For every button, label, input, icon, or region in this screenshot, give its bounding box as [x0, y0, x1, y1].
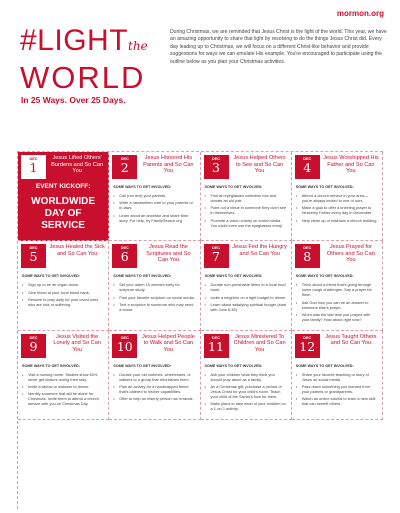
logo-the: the [128, 39, 148, 53]
suggestion-list [113, 282, 195, 314]
event-kickoff-label: EVENT KICKOFF: [35, 183, 91, 190]
day-title: Jesus Helped People to Walk and So Can You [141, 333, 195, 353]
calendar-cell-day-3 [201, 152, 292, 241]
ways-heading: SOME WAYS TO GET INVOLVED: [22, 274, 80, 279]
suggestion-item: • Invite a neighbor on a tight budget to dinner. [205, 295, 287, 300]
suggestion-list [113, 372, 195, 404]
suggestion-item: • Donate non-perishable items to a local food bank. [205, 282, 287, 292]
suggestion-list [205, 372, 287, 414]
logo-world: WORLD [20, 60, 146, 95]
day-title: Jesus Taught Others and So Can You [325, 333, 377, 347]
suggestion-list [296, 193, 378, 225]
suggestion-item: • Think about a friend that's going through some rough challenges. Say a prayer for them. [296, 282, 378, 297]
ways-heading: SOME WAYS TO GET INVOLVED: [295, 363, 354, 368]
calendar-cell-day-6 [109, 241, 200, 330]
suggestion-item: • Give blood at your local blood bank. [22, 290, 104, 295]
date-month: DEC [29, 335, 38, 340]
date-badge [112, 155, 137, 179]
suggestion-list [205, 282, 287, 314]
suggestion-item: • Find an eyeglasses collection box and donate an old pair. [205, 193, 287, 203]
calendar-cell-day-12 [292, 331, 383, 420]
day-title: Jesus Honored His Parents and So Can You [143, 155, 194, 175]
ways-heading: SOME WAYS TO GET INVOLVED: [295, 185, 354, 189]
suggestion-item: • Pass down something you learned from your parents or grandparents. [296, 384, 378, 394]
date-day: 4 [303, 160, 312, 175]
date-badge [204, 244, 229, 268]
suggestion-list [296, 282, 378, 324]
date-day: 10 [116, 338, 133, 354]
suggestion-item: • Offer to help an elderly person run errands. [113, 396, 195, 401]
suggestion-item: • Donate your old crutches, wheelchairs, or walkers to a group that refurbishes them. [113, 372, 195, 382]
day-title: Jesus Ministered To Children and So Can You [233, 333, 286, 353]
date-day: 8 [303, 249, 312, 265]
suggestion-item: • Ask God how you can be an answer to someone else's prayer. [296, 300, 378, 310]
date-month: DEC [303, 246, 312, 251]
ways-heading: SOME WAYS TO GET INVOLVED: [113, 185, 172, 189]
day-title: Jesus Worshipped His Father and So Can You [323, 155, 379, 175]
ways-heading: SOME WAYS TO GET INVOLVED: [204, 274, 263, 279]
calendar-cell-day-8 [292, 241, 383, 330]
calendar-cell-day-4 [292, 152, 383, 241]
suggestion-item: • Share your favorite teaching or story of Jesus on social media. [296, 372, 378, 382]
suggestion-item: • Help clean up or maintain a church building. [296, 218, 378, 223]
date-badge [21, 334, 46, 358]
calendar-cell-day-5 [18, 241, 109, 330]
suggestion-list [296, 372, 378, 409]
intro-paragraph: During Christmas, we are reminded that Jesus Christ is the light of the world. This year, we have an amazing opportunity to share that light by resolving to do the things Jesus Christ did. Every day leading up to Christmas, we will focus on a different Christ-like behavior and provide suggestions for ways we can emulate His example. You're encouraged to participate using the outline below as you plan your Christmas activities. [170, 29, 387, 65]
suggestion-item: • Post your favorite scripture on social media. [113, 295, 195, 300]
suggestion-item: • Invite a widow or widower to dinner. [22, 384, 104, 389]
ways-heading: SOME WAYS TO GET INVOLVED: [22, 363, 80, 368]
date-badge [112, 244, 137, 268]
suggestion-list [205, 193, 287, 230]
calendar-cell-day-2 [109, 152, 200, 241]
date-month: DEC [303, 157, 312, 161]
ways-heading: SOME WAYS TO GET INVOLVED: [204, 363, 263, 368]
suggestion-item: • Visit a nursing home. Studies show 60% never get visitors during their stay. [22, 372, 104, 382]
date-day: 3 [212, 160, 220, 175]
date-month: DEC [303, 335, 312, 340]
calendar-cell-day-10 [109, 331, 200, 420]
suggestion-item: • Text a scripture to someone who may need a boost. [113, 302, 195, 312]
ways-heading: SOME WAYS TO GET INVOLVED: [204, 185, 263, 189]
date-day: 6 [120, 249, 129, 265]
page-subtitle: In 25 Ways. Over 25 Days. [21, 95, 126, 105]
date-month: DEC [211, 157, 221, 161]
suggestion-item: • Watch an online tutorial to learn a new skill that can benefit others. [296, 396, 378, 406]
suggestion-item: • Sign up to be an organ donor. [22, 282, 104, 287]
ways-heading: SOME WAYS TO GET INVOLVED: [113, 274, 172, 279]
date-badge [204, 334, 229, 358]
suggestion-item: • Write a handwritten note to your parents or in-laws. [113, 200, 195, 210]
date-badge [295, 244, 320, 268]
date-month: DEC [120, 335, 129, 340]
date-badge [295, 334, 320, 358]
date-badge [112, 334, 137, 358]
suggestion-item: • Promote a vision charity on social media. You could even use the eyeglasses emoji. [205, 218, 287, 228]
date-day: 9 [29, 338, 38, 354]
date-day: 12 [299, 338, 316, 354]
day-title: Jesus Read the Scriptures and So Can You [146, 244, 191, 264]
event-name: WORLDWIDE DAY OF SERVICE [31, 196, 96, 231]
day-title: Jesus Fed the Hungry and So Can You [232, 244, 287, 257]
suggestion-item: • Point out a virtue in someone they don't see in themselves. [205, 205, 287, 215]
date-day: 5 [29, 249, 38, 265]
day-title: Jesus Visited the Lonely and So Can You [53, 333, 101, 353]
suggestion-list [22, 282, 104, 309]
date-month: DEC [211, 246, 221, 251]
ways-heading: SOME WAYS TO GET INVOLVED: [113, 363, 172, 368]
date-day: 1 [29, 160, 38, 175]
ways-heading: SOME WAYS TO GET INVOLVED: [295, 274, 354, 279]
suggestion-item: • Learn about an ancestor and share their story. For help, try FamilySearch.org. [113, 213, 195, 223]
date-badge [21, 244, 46, 268]
day-title: Jesus Prayed for Others and So Can You [326, 244, 375, 264]
suggestion-item: • Identify someone that will be alone for Christmas. Invite them to attend a church service with you on Christmas Day. [22, 391, 104, 406]
date-badge [21, 155, 46, 179]
light-the-world-logo [20, 26, 148, 94]
suggestion-list [113, 193, 195, 225]
date-month: DEC [120, 246, 129, 251]
logo-hash-light: #LIGHT [20, 24, 129, 57]
suggestion-item: • Make plans to take each of your children on a 1-on-1 activity. [205, 401, 287, 411]
calendar-cell-day-7 [201, 241, 292, 330]
calendar-cell-day-11 [201, 331, 292, 420]
date-month: DEC [29, 246, 38, 251]
date-month: DEC [211, 335, 221, 340]
date-day: 7 [212, 249, 220, 265]
site-url[interactable]: mormon.org [336, 9, 384, 18]
suggestion-item: • Plan an activity for a handicapped friend that's catered to his/her capabilities. [113, 384, 195, 394]
date-badge [295, 155, 320, 179]
calendar-cell-day-9 [18, 331, 109, 420]
suggestion-list [22, 372, 104, 409]
day-title: Jesus Lifted Others' Burdens and So Can You [51, 155, 104, 175]
date-month: DEC [29, 157, 38, 161]
suggestion-item: • As a Christmas gift, purchase a picture of Jesus Christ for your child's room. Teach your child of the Savior's love for them. [205, 384, 287, 399]
suggestion-item: • Call (not text) your parents. [113, 193, 195, 198]
date-month: DEC [120, 157, 129, 161]
suggestion-item: • Set your alarm 15 minutes early for scripture study. [113, 282, 195, 292]
suggestion-item: • Attend a church service in your area—you're always invited to one of ours. [296, 193, 378, 203]
date-day: 11 [208, 338, 224, 354]
day-title: Jesus Helped Others to See and So Can You [233, 155, 286, 175]
day-title: Jesus Healed the Sick and So Can You [49, 244, 105, 257]
suggestion-item: • Ask your children what they think you should pray about as a family. [205, 372, 287, 382]
calendar-cell-day-1 [18, 152, 109, 241]
suggestion-item: • Learn about satisfying spiritual hunger (start with John 6:35). [205, 302, 287, 312]
suggestion-item: • When was the last time you prayed with your family? How about right now? [296, 312, 378, 322]
calendar-grid [17, 151, 383, 509]
date-badge [204, 155, 229, 179]
date-day: 2 [120, 160, 129, 175]
suggestion-item: • Resolve to pray daily for your loved ones who are sick or suffering. [22, 297, 104, 307]
suggestion-item: • Make a goal to offer a kneeling prayer to Heavenly Father every day in December. [296, 205, 378, 215]
